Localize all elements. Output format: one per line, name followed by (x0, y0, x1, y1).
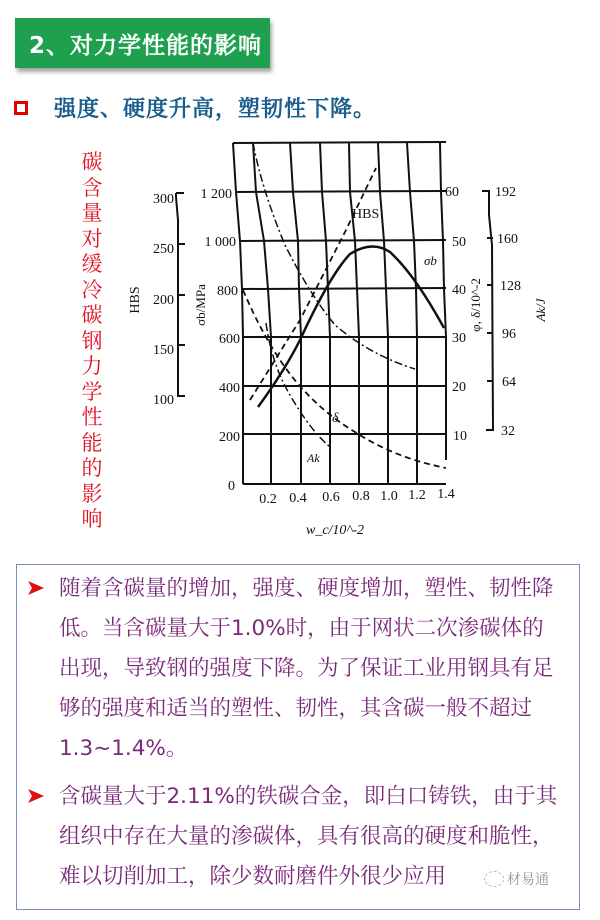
svg-text:δ: δ (332, 411, 339, 426)
svg-text:100: 100 (153, 393, 174, 408)
caption-char: 冷 (81, 277, 103, 302)
delta-curve (243, 290, 446, 468)
grid (233, 142, 446, 484)
sigma-axis-ticks (201, 187, 241, 494)
x-axis-label: w_c/10^-2 (305, 523, 365, 538)
watermark-text: 材易通 (507, 872, 549, 888)
svg-text:1.2: 1.2 (408, 488, 426, 503)
caption-char: 能 (81, 430, 103, 455)
svg-text:Ak: Ak (307, 451, 320, 465)
caption-char: 响 (81, 507, 103, 531)
svg-text:20: 20 (452, 380, 466, 395)
caption-char: 碳 (81, 303, 103, 327)
svg-text:200: 200 (219, 430, 240, 445)
section-title: 2、对力学性能的影响 (29, 32, 263, 59)
svg-text:192: 192 (495, 185, 516, 200)
svg-text:60: 60 (445, 185, 459, 200)
svg-text:128: 128 (500, 279, 521, 294)
caption-char: 性 (81, 405, 103, 429)
svg-text:160: 160 (497, 232, 518, 247)
subheading (14, 92, 376, 123)
caption-char: 力 (81, 354, 103, 378)
arrow-bullet-icon (27, 579, 45, 597)
svg-text:800: 800 (217, 284, 238, 299)
arrow-bullet-icon (27, 787, 45, 805)
svg-text:250: 250 (153, 242, 174, 257)
svg-text:400: 400 (219, 381, 240, 396)
phi-delta-axis-label: φ, δ/10^-2 (468, 278, 483, 332)
bullet-paragraph-1 (35, 569, 565, 769)
svg-text:σb: σb (424, 253, 437, 268)
side-caption (78, 150, 106, 533)
svg-text:32: 32 (501, 424, 515, 439)
caption-char: 量 (81, 201, 103, 225)
watermark (484, 869, 549, 889)
caption-char: 对 (81, 226, 103, 251)
carbon-content-properties-chart (110, 130, 548, 540)
svg-text:1.0: 1.0 (380, 489, 398, 504)
svg-text:600: 600 (219, 332, 240, 347)
sigma-axis-label: σb/MPa (193, 284, 208, 326)
caption-char: 钢 (81, 328, 103, 353)
phi-delta-axis-ticks (445, 185, 467, 444)
svg-text:40: 40 (452, 283, 466, 298)
caption-char: 学 (81, 379, 103, 404)
svg-text:HBS: HBS (352, 207, 380, 222)
svg-text:0: 0 (228, 479, 235, 494)
svg-text:10: 10 (453, 429, 467, 444)
caption-char: 含 (81, 175, 103, 200)
phi-curve (253, 143, 415, 369)
svg-text:96: 96 (502, 327, 516, 342)
caption-char: 碳 (81, 150, 103, 174)
svg-text:0.2: 0.2 (259, 492, 277, 507)
ak-axis-label: Ak/J (533, 298, 548, 322)
section-title-banner (15, 18, 270, 68)
svg-text:64: 64 (502, 375, 516, 390)
explanation-box (16, 564, 580, 910)
subheading-text: 强度、硬度升高，塑韧性下降。 (54, 97, 377, 122)
hbs-axis-label: HBS (128, 286, 143, 314)
caption-char: 缓 (81, 252, 103, 276)
svg-text:200: 200 (153, 293, 174, 308)
svg-text:50: 50 (452, 235, 466, 250)
svg-text:1 200: 1 200 (200, 187, 232, 202)
bullet-text: 随着含碳量的增加，强度、硬度增加，塑性、韧性降低。当含碳量大于1.0%时，由于网状二次渗碳体的出现，导致钢的强度下降。为了保证工业用钢具有足够的强度和适当的塑性、韧性，其含碳一般不超过1.3~1.4%。 (59, 576, 554, 761)
svg-text:30: 30 (452, 331, 466, 346)
svg-text:150: 150 (153, 343, 174, 358)
ak-axis-ticks (495, 185, 521, 439)
svg-text:1.4: 1.4 (437, 487, 455, 502)
x-axis-ticks (259, 487, 455, 507)
caption-char: 影 (81, 481, 103, 506)
hbs-axis-ticks (153, 192, 174, 408)
svg-text:0.6: 0.6 (322, 490, 340, 505)
svg-text:1 000: 1 000 (204, 235, 236, 250)
svg-text:0.4: 0.4 (289, 491, 307, 506)
caption-char: 的 (81, 456, 103, 480)
svg-text:300: 300 (153, 192, 174, 207)
bullet-text: 含碳量大于2.11%的铁碳合金，即白口铸铁，由于其组织中存在大量的渗碳体，具有很高的硬度和脆性，难以切削加工，除少数耐磨件外很少应用 (59, 784, 558, 889)
svg-text:0.8: 0.8 (352, 489, 370, 504)
wechat-logo-icon (484, 871, 504, 887)
square-bullet-icon (14, 101, 28, 115)
